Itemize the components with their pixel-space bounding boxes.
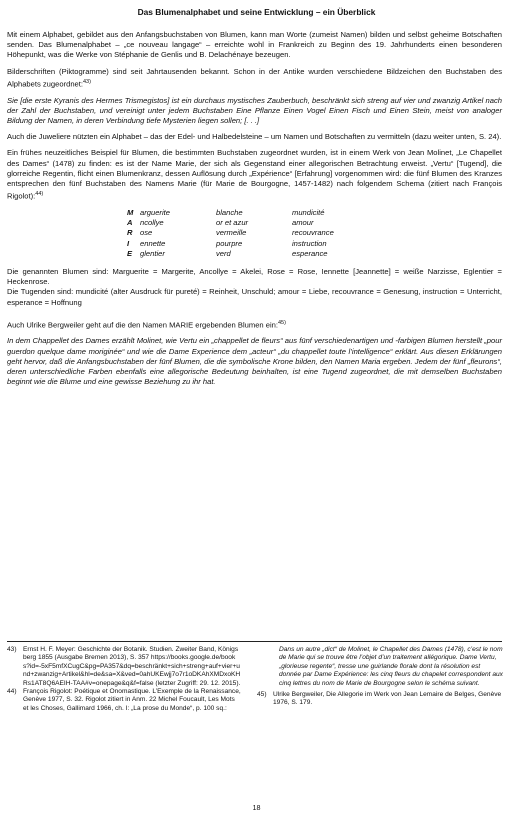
acrostic-virtue: mundicité	[292, 207, 325, 217]
acrostic-row	[127, 249, 334, 259]
acrostic-virtue: amour	[292, 218, 314, 228]
paragraph-virtues: Die Tugenden sind: mundicité (alter Ausdruck für pureté) = Reinheit, Unschuld; amour = Liebe, recouvrance = Genesung, instruction = Unterricht, esperance = Hoffnung	[7, 287, 502, 307]
footnote-text: Ernst H. F. Meyer: Geschichte der Botanik. Studien. Zweiter Band, Königsberg 1855 (Ausgabe Bremen 2013), S. 357 https://books.google.de/books?id=-5xF5mfXCugC&pg=PA357&dq=beschränkt+sich+streng+auf+vier+und+zwanzig+Artikel&hl=de&sa=X&ved=0ahUKEwjj7o7r1oDKAhXMDxoKHRs1AT8Q6AEIH-TAA#v=onepage&q&f=false (letzter Zugriff: 29. 12. 2015).	[23, 646, 241, 687]
acrostic-initial: M	[127, 207, 134, 217]
acrostic-row	[127, 208, 334, 218]
acrostic-color: verd	[216, 248, 231, 258]
acrostic-flower: glentier	[140, 248, 165, 258]
acrostic-initial: A	[127, 218, 133, 228]
acrostic-table	[127, 208, 334, 259]
footnote-44	[7, 688, 241, 713]
acrostic-initial: I	[127, 238, 130, 248]
quote-bergweiler: In dem Chappellet des Dames erzählt Molinet, wie Vertu ein „chappellet de fleurs“ aus fünf verschiedenartigen und -farbigen Blumen herstellt „pour guerdon quelque dame moriginée“ und wie die Dame Experience dem „acteur“ „du chappellet toute l’intelligence“ erklärt. Aus diesen Erklärungen geht hervor, daß die Anfangsbuchstaben der fünf Blumen, die die symbolische Krone bilden, den Namen Maria ergeben. Jedem der fünf „fleurons“, deren unterschiedliche Farben ebenfalls eine allegorische Bedeutung beinhalten, ist eine Tugend zugeordnet, die mit demselben Buchstaben beginnt wie die Blume und eine gewisse Beziehung zu ihr hat.	[7, 336, 502, 387]
acrostic-row	[127, 228, 334, 238]
page-title: Das Blumenalphabet und seine Entwicklung – ein Überblick	[137, 7, 376, 17]
paragraph-pictograms-text: Bilderschriften (Piktogramme) sind seit Jahrtausenden bekannt. Schon in der Antike wurden verschiedene Bildzeichen den Buchstaben des Alphabets zugeordnet:	[7, 66, 502, 89]
acrostic-flower: ose	[140, 228, 153, 238]
acrostic-initial: R	[127, 228, 133, 238]
acrostic-virtue: recouvrance	[292, 228, 334, 238]
quote-kyranis-lead: Sie [die erste Kyranis des Hermes Trismegistos]	[7, 95, 172, 105]
footnote-ref-45[interactable]: 45)	[278, 319, 286, 326]
acrostic-row	[127, 239, 334, 249]
footnote-45	[257, 691, 503, 708]
acrostic-initial: E	[127, 248, 133, 258]
acrostic-flower: ncollye	[140, 218, 164, 228]
footnote-divider	[7, 641, 502, 642]
footnote-number: 44)	[7, 688, 17, 696]
paragraph-bergweiler	[7, 318, 502, 331]
footnotes-left-column	[7, 646, 241, 713]
acrostic-flower: arguerite	[140, 207, 170, 217]
footnote-number: 43)	[7, 646, 17, 653]
footnote-ref-43[interactable]: 43)	[83, 78, 91, 85]
acrostic-flower: ennette	[140, 238, 166, 248]
paragraph-intro: Mit einem Alphabet, gebildet aus den Anfangsbuchstaben von Blumen, kann man Worte (zumeist Namen) bilden und selbst geheime Botschaften senden. Das Blumenalphabet – „ce nouveau langage“ – erreichte wohl in Frankreich zu Beginn des 19. Jahrhunderts einen besonderen Höhepunkt, was die Werke von Stéphanie de Genlis und B. Delachénaye bezeugen.	[7, 30, 502, 60]
acrostic-color: or et azur	[216, 218, 249, 228]
footnote-text: Ulrike Bergweiler, Die Allegorie im Werk von Jean Lemaire de Belges, Genève 1976, S. 179.	[273, 691, 502, 707]
footnote-ref-44[interactable]: 44)	[35, 191, 44, 198]
footnote-text: François Rigolot: Poétique et Onomastique. L’Exemple de la Renaissance, Genève 1977, S. 32. Rigolot zitiert in Anm. 22 Michel Foucault, Les Mots et les Choses, Gallimard 1966, ch. I: „La prose du Monde“, p. 100 sq.:	[23, 688, 241, 712]
quote-kyranis-text: ist ein durchaus mystisches Zauberbuch, beschränkt sich streng auf vier und zwanzig Artikel nach der Zahl der Buchstaben, und vereinigt unter jedem Buchstaben Eine Pflanze Einen Vogel Einen Fisch und Einen Stein, meist von analoger Bildung der Namen, in deren Verbindung tiefe Mysterien liegen sollen; [. . .]	[7, 95, 502, 125]
paragraph-molinet	[7, 148, 502, 202]
acrostic-virtue: esperance	[292, 248, 328, 258]
acrostic-color: pourpre	[216, 238, 243, 248]
footnote-43	[7, 646, 241, 688]
paragraph-flowers: Die genannten Blumen sind: Marguerite = Margerite, Ancollye = Akelei, Rose = Rose, Iennette [Jeannette] = weiße Narzisse, Eglentier = Heckenrose.	[7, 266, 502, 287]
page-number: 18	[252, 803, 261, 812]
paragraph-jewelers: Auch die Juweliere nützten ein Alphabet – das der Edel- und Halbedelsteine – um Namen und Botschaften zu vermitteln (dazu weiter unten, S. 24).	[7, 132, 502, 142]
acrostic-color: blanche	[216, 207, 243, 217]
main-text	[7, 30, 502, 393]
quote-kyranis	[7, 96, 502, 127]
footnote-number: 45)	[257, 691, 267, 699]
footnotes-right-column	[257, 646, 503, 708]
acrostic-row	[127, 218, 334, 228]
acrostic-virtue: instruction	[292, 238, 327, 248]
paragraph-bergweiler-text: Auch Ulrike Bergweiler geht auf die den Namen MARIE ergebenden Blumen ein:	[7, 320, 278, 330]
paragraph-pictograms	[7, 67, 502, 90]
acrostic-color: vermeille	[216, 228, 247, 238]
footnote-44-quote: Dans un autre „dict“ de Molinet, le Chapellet des Dames (1478), c’est le nom de Marie qui se trouve être l’objet d’un traitement allégorique. Dame Vertu, „glorieuse regente“, tresse une guirlande florale dont la résolution est donnée par Dame Expérience: les cinq fleurs du chapelet correspondent aux cinq lettres du nom de Marie de Bourgogne selon le schéma suivant.	[279, 646, 503, 687]
paragraph-molinet-text: Ein frühes neuzeitliches Beispiel für Blumen, die bestimmten Buchstaben zugeordnet wurden, ist in einem Werk von Jean Molinet, „Le Chapellet des Dames“ (1478) zu finden: es ist der Name Marie, der sich als Gegenstand einer allegorischen Betrachtung erweist. „Vertu“ [Tugend], die glorreiche Regentin, flicht einen Blumenkranz, dessen Auflösung durch „Expérience“ [Erfahrung] vorgenommen wird: die fünf Blumen des Kranzes entsprechen den fünf Buchstaben des Namens Marie (für Marie de Bourgogne, 1457-1482) nach folgendem Schema (zitiert nach François Rigolot):	[7, 148, 502, 201]
